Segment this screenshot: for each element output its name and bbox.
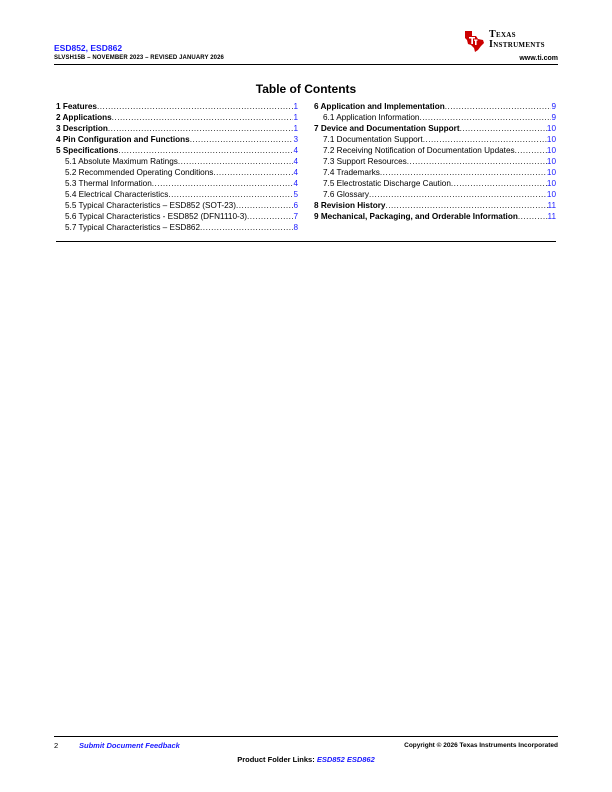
toc-entry[interactable]	[314, 200, 556, 211]
product-link-esd862[interactable]: ESD862	[346, 755, 375, 764]
toc-dot-leader	[420, 112, 552, 123]
footer-rule	[54, 736, 558, 737]
toc-entry[interactable]	[56, 145, 298, 156]
toc-entry-title[interactable]: 7 Device and Documentation Support	[314, 124, 460, 133]
toc-dot-leader	[213, 167, 293, 178]
toc-entry-title[interactable]: 2 Applications	[56, 113, 112, 122]
ti-texas-state-logo-icon	[462, 29, 486, 53]
toc-entry[interactable]	[56, 178, 298, 189]
copyright: Copyright © 2026 Texas Instruments Incorporated	[404, 742, 558, 749]
toc-entry[interactable]	[314, 156, 556, 167]
toc-entry[interactable]	[56, 211, 298, 222]
part-numbers[interactable]: ESD852, ESD862	[54, 43, 123, 53]
toc-dot-leader	[407, 156, 547, 167]
toc-entry-title[interactable]: 7.5 Electrostatic Discharge Caution	[323, 179, 451, 188]
website-link[interactable]: www.ti.com	[519, 55, 558, 62]
toc-entry-title[interactable]: 3 Description	[56, 124, 108, 133]
toc-page-link[interactable]: 1	[293, 102, 298, 111]
toc-dot-leader	[236, 200, 293, 211]
toc-page-link[interactable]: 4	[293, 157, 298, 166]
toc-entry[interactable]	[56, 112, 298, 123]
logo-wordmark-line1: Texas	[489, 29, 516, 40]
toc-dot-leader	[108, 123, 294, 134]
toc-entry-title[interactable]: 7.2 Receiving Notification of Documentation Updates	[323, 146, 515, 155]
toc-dot-leader	[460, 123, 547, 134]
toc-dot-leader	[247, 211, 293, 222]
toc-entry[interactable]	[56, 101, 298, 112]
toc-entry-title[interactable]: 5.3 Thermal Information	[65, 179, 152, 188]
product-folder-links	[0, 755, 612, 764]
page-number: 2	[54, 741, 59, 750]
toc-page-link[interactable]: 10	[546, 179, 556, 188]
toc-entry-title[interactable]: 6 Application and Implementation	[314, 102, 445, 111]
toc-entry[interactable]	[314, 167, 556, 178]
toc-entry[interactable]	[314, 178, 556, 189]
toc-entry[interactable]	[56, 134, 298, 145]
toc-entry[interactable]	[56, 189, 298, 200]
toc-dot-leader	[380, 167, 547, 178]
toc-entry-title[interactable]: 5.7 Typical Characteristics – ESD862	[65, 223, 201, 232]
toc-entry-title[interactable]: 7.3 Support Resources	[323, 157, 407, 166]
toc-page-link[interactable]: 5	[293, 190, 298, 199]
toc-entry-title[interactable]: 5.4 Electrical Characteristics	[65, 190, 169, 199]
toc-dot-leader	[515, 145, 547, 156]
toc-dot-leader	[190, 134, 294, 145]
product-links-label: Product Folder Links:	[237, 755, 315, 764]
toc-dot-leader	[385, 200, 547, 211]
toc-page-link[interactable]: 6	[293, 201, 298, 210]
toc-entry[interactable]	[56, 123, 298, 134]
toc-dot-leader	[168, 189, 293, 200]
toc-dot-leader	[152, 178, 294, 189]
toc-page-link[interactable]: 3	[293, 135, 298, 144]
document-revision-line: SLVSH15B – NOVEMBER 2023 – REVISED JANUARY 2026	[54, 55, 224, 61]
toc-entry-title[interactable]: 8 Revision History	[314, 201, 386, 210]
toc-dot-leader	[518, 211, 548, 222]
toc-entry[interactable]	[56, 167, 298, 178]
logo-wordmark-line2: Instruments	[489, 39, 545, 50]
toc-page-link[interactable]: 9	[551, 113, 556, 122]
toc-entry[interactable]	[56, 156, 298, 167]
toc-page-link[interactable]: 10	[546, 146, 556, 155]
toc-dot-leader	[445, 101, 552, 112]
toc-entry-title[interactable]: 7.6 Glossary	[323, 190, 369, 199]
toc-entry[interactable]	[314, 112, 556, 123]
toc-dot-leader	[369, 189, 547, 200]
toc-entry-title[interactable]: 7.1 Documentation Support	[323, 135, 423, 144]
toc-bottom-rule	[56, 241, 556, 242]
toc-dot-leader	[423, 134, 547, 145]
header-rule	[54, 64, 558, 65]
toc-page-link[interactable]: 10	[546, 168, 556, 177]
toc-entry-title[interactable]: 7.4 Trademarks	[323, 168, 380, 177]
toc-page-link[interactable]: 10	[546, 157, 556, 166]
toc-page-link[interactable]: 10	[546, 124, 556, 133]
toc-entry[interactable]	[56, 222, 298, 233]
toc-entry-title[interactable]: 5.2 Recommended Operating Conditions	[65, 168, 214, 177]
toc-page-link[interactable]: 10	[546, 135, 556, 144]
ti-logo[interactable]	[462, 29, 558, 53]
toc-entry-title[interactable]: 1 Features	[56, 102, 97, 111]
toc-dot-leader	[178, 156, 294, 167]
toc-entry-title[interactable]: 5.6 Typical Characteristics - ESD852 (DFN1110-3)	[65, 212, 248, 221]
toc-page-link[interactable]: 9	[551, 102, 556, 111]
toc-dot-leader	[200, 222, 293, 233]
toc-entry-title[interactable]: 4 Pin Configuration and Functions	[56, 135, 190, 144]
toc-page-link[interactable]: 7	[293, 212, 298, 221]
toc-entry-title[interactable]: 9 Mechanical, Packaging, and Orderable Information	[314, 212, 518, 221]
toc-page-link[interactable]: 1	[293, 124, 298, 133]
toc-page-link[interactable]: 8	[293, 223, 298, 232]
toc-dot-leader	[97, 101, 293, 112]
toc-entry-title[interactable]: 5.1 Absolute Maximum Ratings	[65, 157, 178, 166]
toc-page-link[interactable]: 4	[293, 168, 298, 177]
toc-page-link[interactable]: 4	[293, 179, 298, 188]
toc-page-link[interactable]: 1	[293, 113, 298, 122]
toc-page-link[interactable]: 4	[293, 146, 298, 155]
toc-entry[interactable]	[314, 123, 556, 134]
toc-entry-title[interactable]: 5.5 Typical Characteristics – ESD852 (SOT-23)	[65, 201, 236, 210]
toc-column-left	[56, 101, 298, 233]
toc-entry[interactable]	[314, 101, 556, 112]
toc-title: Table of Contents	[255, 82, 357, 96]
toc-column-right	[314, 101, 556, 222]
toc-entry[interactable]	[56, 200, 298, 211]
toc-entry[interactable]	[314, 211, 556, 222]
toc-dot-leader	[118, 145, 293, 156]
submit-feedback-link[interactable]: Submit Document Feedback	[79, 741, 180, 750]
toc-dot-leader	[451, 178, 547, 189]
toc-entry[interactable]	[314, 134, 556, 145]
toc-entry[interactable]	[314, 189, 556, 200]
product-link-esd852[interactable]: ESD852	[316, 755, 345, 764]
toc-entry-title[interactable]: 5 Specifications	[56, 146, 119, 155]
toc-page-link[interactable]: 10	[546, 190, 556, 199]
toc-page-link[interactable]: 11	[547, 201, 556, 210]
toc-entry-title[interactable]: 6.1 Application Information	[323, 113, 420, 122]
toc-dot-leader	[112, 112, 294, 123]
toc-entry[interactable]	[314, 145, 556, 156]
toc-page-link[interactable]: 11	[547, 212, 556, 221]
